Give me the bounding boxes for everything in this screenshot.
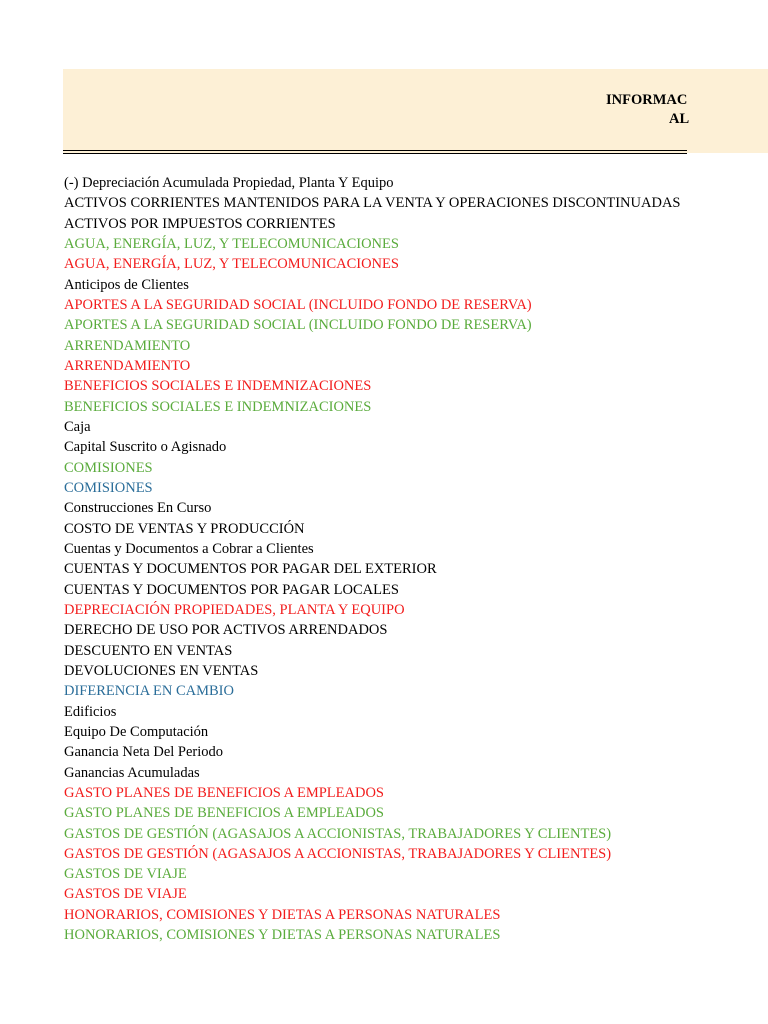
- account-row[interactable]: GASTOS DE VIAJE: [64, 866, 187, 883]
- account-row[interactable]: HONORARIOS, COMISIONES Y DIETAS A PERSONAS NATURALES: [64, 906, 501, 923]
- account-row[interactable]: CUENTAS Y DOCUMENTOS POR PAGAR DEL EXTERIOR: [64, 561, 437, 578]
- account-row[interactable]: ACTIVOS CORRIENTES MANTENIDOS PARA LA VENTA Y OPERACIONES DISCONTINUADAS: [64, 195, 681, 212]
- account-row[interactable]: HONORARIOS, COMISIONES Y DIETAS A PERSONAS NATURALES: [64, 927, 501, 944]
- account-row[interactable]: DEVOLUCIONES EN VENTAS: [64, 662, 259, 679]
- account-row[interactable]: GASTO PLANES DE BENEFICIOS A EMPLEADOS: [64, 784, 384, 801]
- account-row[interactable]: COMISIONES: [64, 479, 153, 496]
- account-row[interactable]: GASTOS DE VIAJE: [64, 886, 187, 903]
- account-row[interactable]: ARRENDAMIENTO: [64, 357, 191, 374]
- account-row[interactable]: AGUA, ENERGÍA, LUZ, Y TELECOMUNICACIONES: [64, 256, 399, 273]
- header-divider-top: [63, 150, 687, 151]
- account-row[interactable]: Ganancias Acumuladas: [64, 764, 200, 781]
- account-row[interactable]: AGUA, ENERGÍA, LUZ, Y TELECOMUNICACIONES: [64, 235, 399, 252]
- account-row[interactable]: GASTOS DE GESTIÓN (AGASAJOS A ACCIONISTAS, TRABAJADORES Y CLIENTES): [64, 825, 612, 842]
- account-row[interactable]: COMISIONES: [64, 459, 153, 476]
- header-title: [63, 69, 690, 153]
- account-row[interactable]: ARRENDAMIENTO: [64, 337, 191, 354]
- account-row[interactable]: ACTIVOS POR IMPUESTOS CORRIENTES: [64, 215, 336, 232]
- account-row[interactable]: (-) Depreciación Acumulada Propiedad, Planta Y Equipo: [64, 175, 394, 191]
- account-row[interactable]: Ganancia Neta Del Periodo: [64, 744, 224, 761]
- account-row[interactable]: Cuentas y Documentos a Cobrar a Clientes: [64, 540, 314, 557]
- account-row[interactable]: Construcciones En Curso: [64, 500, 212, 517]
- account-row[interactable]: DIFERENCIA EN CAMBIO: [64, 683, 234, 700]
- account-row[interactable]: DEPRECIACIÓN PROPIEDADES, PLANTA Y EQUIPO: [64, 601, 405, 618]
- header-title-line-2: AL: [669, 111, 690, 127]
- header-divider-bottom: [63, 153, 687, 154]
- account-row[interactable]: CUENTAS Y DOCUMENTOS POR PAGAR LOCALES: [64, 581, 399, 598]
- account-row[interactable]: Equipo De Computación: [64, 723, 209, 740]
- account-row[interactable]: DERECHO DE USO POR ACTIVOS ARRENDADOS: [64, 622, 388, 639]
- account-row[interactable]: DESCUENTO EN VENTAS: [64, 642, 233, 659]
- account-row[interactable]: BENEFICIOS SOCIALES E INDEMNIZACIONES: [64, 398, 372, 415]
- account-list: [64, 173, 687, 945]
- account-row[interactable]: APORTES A LA SEGURIDAD SOCIAL (INCLUIDO FONDO DE RESERVA): [64, 317, 532, 334]
- account-row[interactable]: BENEFICIOS SOCIALES E INDEMNIZACIONES: [64, 378, 372, 395]
- account-row[interactable]: GASTOS DE GESTIÓN (AGASAJOS A ACCIONISTAS, TRABAJADORES Y CLIENTES): [64, 845, 612, 862]
- account-row[interactable]: APORTES A LA SEGURIDAD SOCIAL (INCLUIDO FONDO DE RESERVA): [64, 296, 532, 313]
- account-row[interactable]: Caja: [64, 418, 91, 435]
- account-row[interactable]: COSTO DE VENTAS Y PRODUCCIÓN: [64, 520, 305, 537]
- account-row[interactable]: Anticipos de Clientes: [64, 276, 189, 293]
- header-title-line-1: INFORMAC: [606, 92, 688, 108]
- account-row[interactable]: Capital Suscrito o Agisnado: [64, 439, 227, 456]
- account-row[interactable]: GASTO PLANES DE BENEFICIOS A EMPLEADOS: [64, 805, 384, 822]
- account-row[interactable]: Edificios: [64, 703, 117, 720]
